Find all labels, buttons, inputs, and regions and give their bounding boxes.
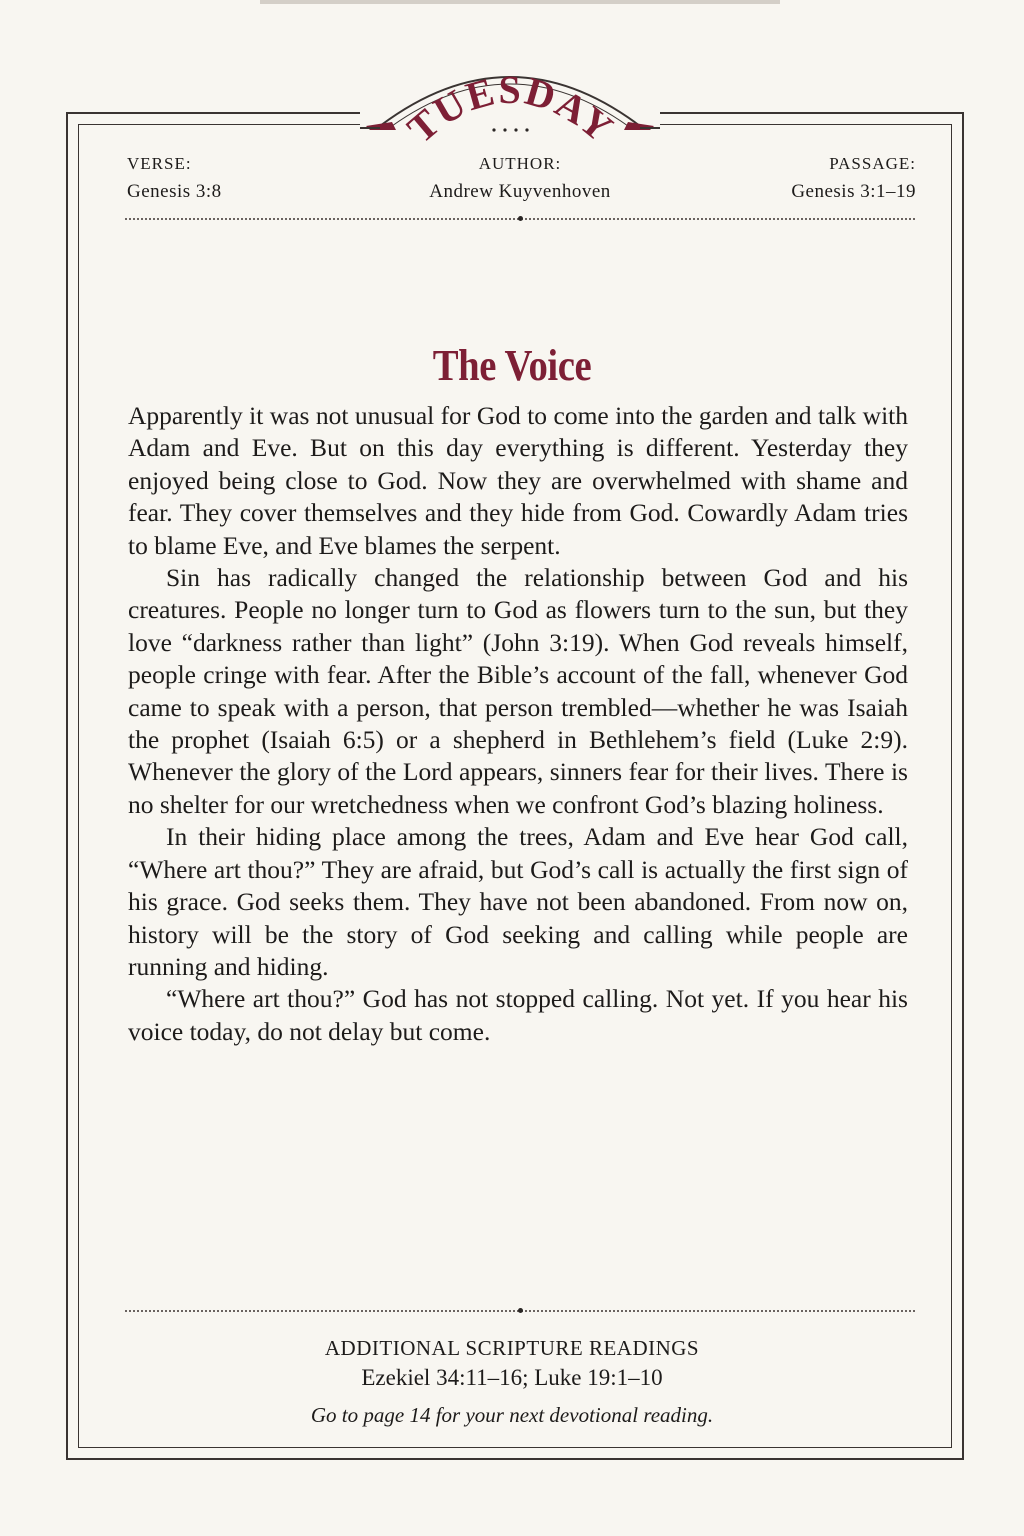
day-name: TUESDAY [398, 66, 623, 148]
additional-heading: ADDITIONAL SCRIPTURE READINGS [324, 1336, 700, 1360]
header-divider [125, 218, 915, 220]
divider-dot [518, 216, 523, 221]
passage-value: Genesis 3:1–19 [791, 181, 916, 202]
additional-refs: Ezekiel 34:11–16; Luke 19:1–10 [361, 1365, 663, 1390]
verse-value: Genesis 3:8 [127, 181, 222, 202]
day-banner-arch [360, 48, 660, 148]
paragraph-2: Sin has radically changed the relationship between God and his creatures. People no longer turn to God as flowers turn to the sun, but they love “darkness rather than light” (John 3:19). When God reveals himself, people cringe with fear. After the Bible’s account of the fall, whenever God came to speak with a person, that person trembled—whether he was Isaiah the prophet (Isaiah 6:5) or a shepherd in Bethlehem’s field (Luke 2:9). Whenever the glory of the Lord appears, sinners fear for their lives. There is no shelter for our wretchedness when we confront God’s blazing holiness. [128, 563, 908, 819]
paragraph-3: In their hiding place among the trees, Adam and Eve hear God call, “Where art thou?” They are afraid, but God’s call is actually the first sign of his grace. God seeks them. They have not been abandoned. From now on, history will be the story of God seeking and calling while people are running and hiding. [128, 822, 908, 981]
article-title: The Voice [432, 341, 592, 390]
footer-divider [125, 1310, 915, 1312]
top-edge-marks [260, 0, 780, 4]
author-value: Andrew Kuyvenhoven [429, 181, 611, 202]
additional-readings [0, 1333, 1024, 1428]
author-block [380, 150, 660, 206]
article-body [128, 400, 908, 1048]
verse-label: VERSE: [127, 154, 192, 173]
paragraph-1: Apparently it was not unusual for God to come into the garden and talk with Adam and Eve. But on this day everything is different. Yesterday they enjoyed being close to God. Now they are overwhelmed with shame and fear. They cover themselves and they hide from God. Cowardly Adam tries to blame Eve, and Eve blames the serpent. [128, 401, 908, 560]
paragraph-4: “Where art thou?” God has not stopped calling. Not yet. If you hear his voice today, do not delay but come. [128, 984, 908, 1046]
author-label: AUTHOR: [478, 154, 562, 173]
divider-dot [518, 1308, 523, 1313]
passage-block [791, 150, 916, 206]
day-banner [360, 48, 660, 148]
verse-block [127, 150, 222, 206]
next-reading-note: Go to page 14 for your next devotional reading. [310, 1403, 714, 1427]
passage-label: PASSAGE: [829, 154, 916, 173]
